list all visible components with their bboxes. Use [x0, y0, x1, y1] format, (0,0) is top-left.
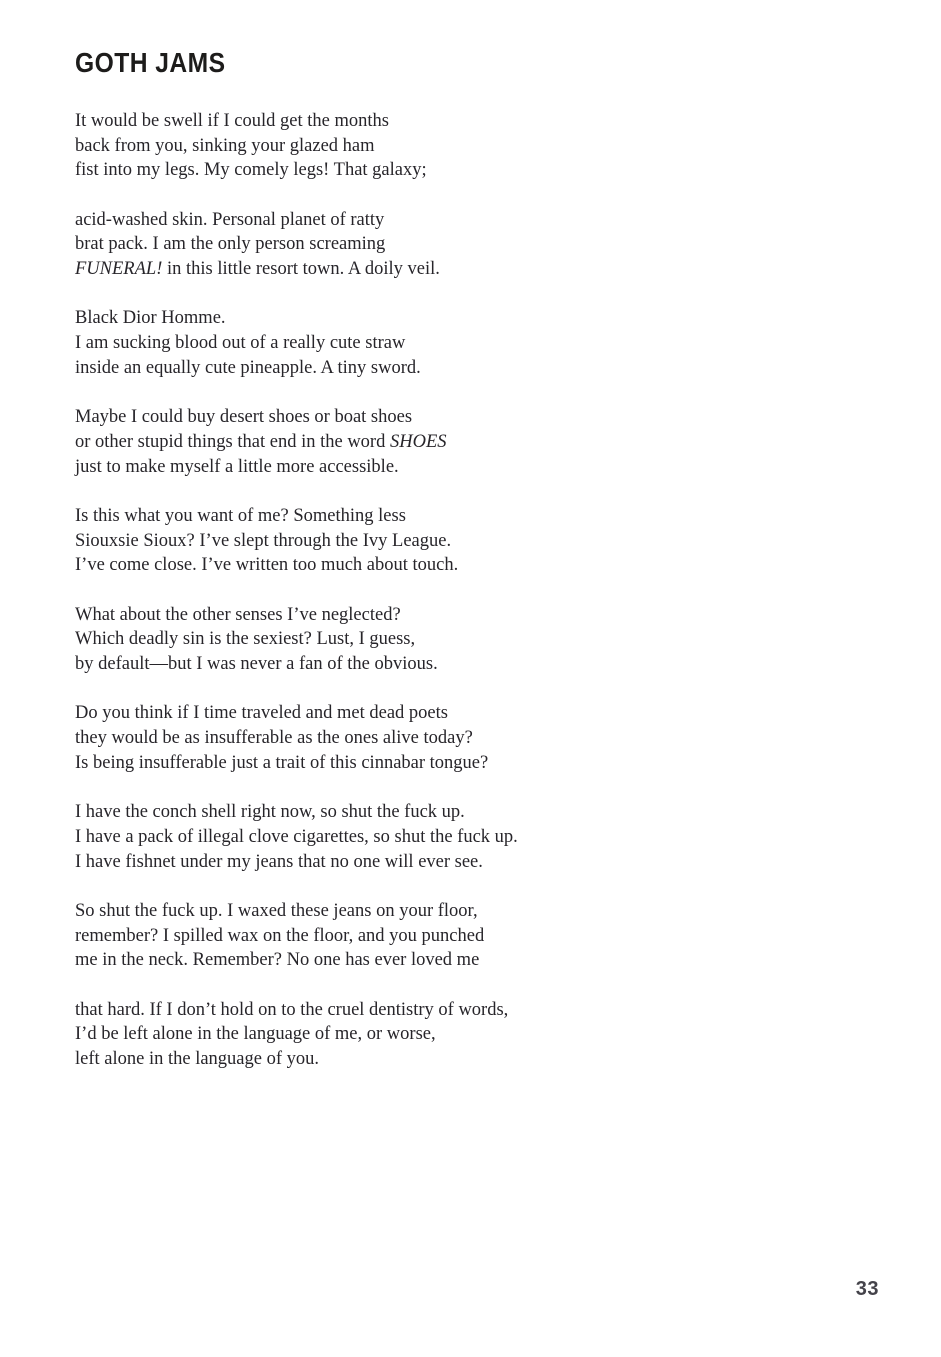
poem-text: Maybe I could buy desert shoes or boat shoes [75, 407, 413, 428]
poem-text: inside an equally cute pineapple. A tiny sword. [75, 357, 421, 378]
poem-line [75, 331, 675, 356]
poem-text: me in the neck. Remember? No one has ever loved me [75, 950, 480, 971]
poem-text: Is being insufferable just a trait of this cinnabar tongue? [75, 752, 489, 773]
poem-text: by default—but I was never a fan of the obvious. [75, 654, 438, 675]
poem-text: I have the conch shell right now, so shut the fuck up. [75, 802, 465, 823]
poem-line [75, 899, 675, 924]
poem-stanza [75, 800, 675, 874]
poem-text-italic: SHOES [389, 431, 447, 452]
poem-text: back from you, sinking your glazed ham [75, 135, 375, 156]
poem-text: I have a pack of illegal clove cigarettes, so shut the fuck up. [75, 826, 518, 847]
poem-stanza [75, 208, 675, 282]
poem-text: remember? I spilled wax on the floor, and you punched [75, 925, 485, 946]
poem-line [75, 800, 675, 825]
poem-text: Which deadly sin is the sexiest? Lust, I guess, [75, 629, 416, 650]
poem-line [75, 455, 675, 480]
poem-line [75, 134, 675, 159]
poem-text: in this little resort town. A doily veil. [162, 259, 440, 280]
poem-stanza [75, 405, 675, 479]
poem-text: It would be swell if I could get the months [75, 111, 389, 131]
poem-line [75, 726, 675, 751]
poem-text: I’ve come close. I’ve written too much about touch. [75, 555, 459, 576]
poem-line [75, 109, 675, 134]
poem-text: or other stupid things that end in the word [75, 431, 390, 452]
poem-text: they would be as insufferable as the ones alive today? [75, 728, 473, 749]
poem-stanza [75, 998, 675, 1072]
poem-text: What about the other senses I’ve neglected? [75, 604, 401, 625]
poem-title: GOTH JAMS [75, 47, 226, 78]
poem-line [75, 751, 675, 776]
poem-line [75, 825, 675, 850]
poem-line [75, 701, 675, 726]
poem-line [75, 306, 675, 331]
poem-text: fist into my legs. My comely legs! That galaxy; [75, 160, 427, 181]
poem-line [75, 850, 675, 875]
poem-body [75, 109, 675, 1096]
poem-stanza [75, 603, 675, 677]
poem-line [75, 603, 675, 628]
poem-text: brat pack. I am the only person screaming [75, 234, 386, 255]
poem-stanza [75, 701, 675, 775]
poem-stanza [75, 306, 675, 380]
poem-text: left alone in the language of you. [75, 1048, 320, 1069]
poem-text: Siouxsie Sioux? I’ve slept through the Ivy League. [75, 530, 452, 551]
poem-text: that hard. If I don’t hold on to the cruel dentistry of words, [75, 999, 509, 1020]
poem-line [75, 948, 675, 973]
poem-stanza [75, 109, 675, 183]
poem-line [75, 652, 675, 677]
poem-line [75, 232, 675, 257]
poem-text-italic: FUNERAL! [75, 259, 163, 280]
poem-text: So shut the fuck up. I waxed these jeans on your floor, [75, 900, 478, 921]
poem-line [75, 998, 675, 1023]
poem-text: I am sucking blood out of a really cute straw [75, 333, 406, 354]
poem-text: I have fishnet under my jeans that no one will ever see. [75, 851, 483, 872]
poem-stanza [75, 504, 675, 578]
poem-line [75, 257, 675, 282]
poem-text: Do you think if I time traveled and met dead poets [75, 703, 448, 724]
poem-line [75, 430, 675, 455]
poem-stanza [75, 899, 675, 973]
poem-line [75, 1047, 675, 1072]
poem-line [75, 405, 675, 430]
poem-line [75, 529, 675, 554]
poem-text: acid-washed skin. Personal planet of ratty [75, 209, 385, 230]
poem-text: Is this what you want of me? Something less [75, 505, 406, 526]
poem-text: Black Dior Homme. [75, 308, 226, 329]
poem-text: I’d be left alone in the language of me, or worse, [75, 1024, 436, 1045]
poem-line [75, 924, 675, 949]
poem-line [75, 553, 675, 578]
poem-line [75, 627, 675, 652]
poem-line [75, 158, 675, 183]
poem-line [75, 1022, 675, 1047]
poem-text: just to make myself a little more accessible. [75, 456, 399, 477]
poem-line [75, 356, 675, 381]
poem-line [75, 208, 675, 233]
page-number: 33 [855, 1278, 879, 1300]
poem-line [75, 504, 675, 529]
